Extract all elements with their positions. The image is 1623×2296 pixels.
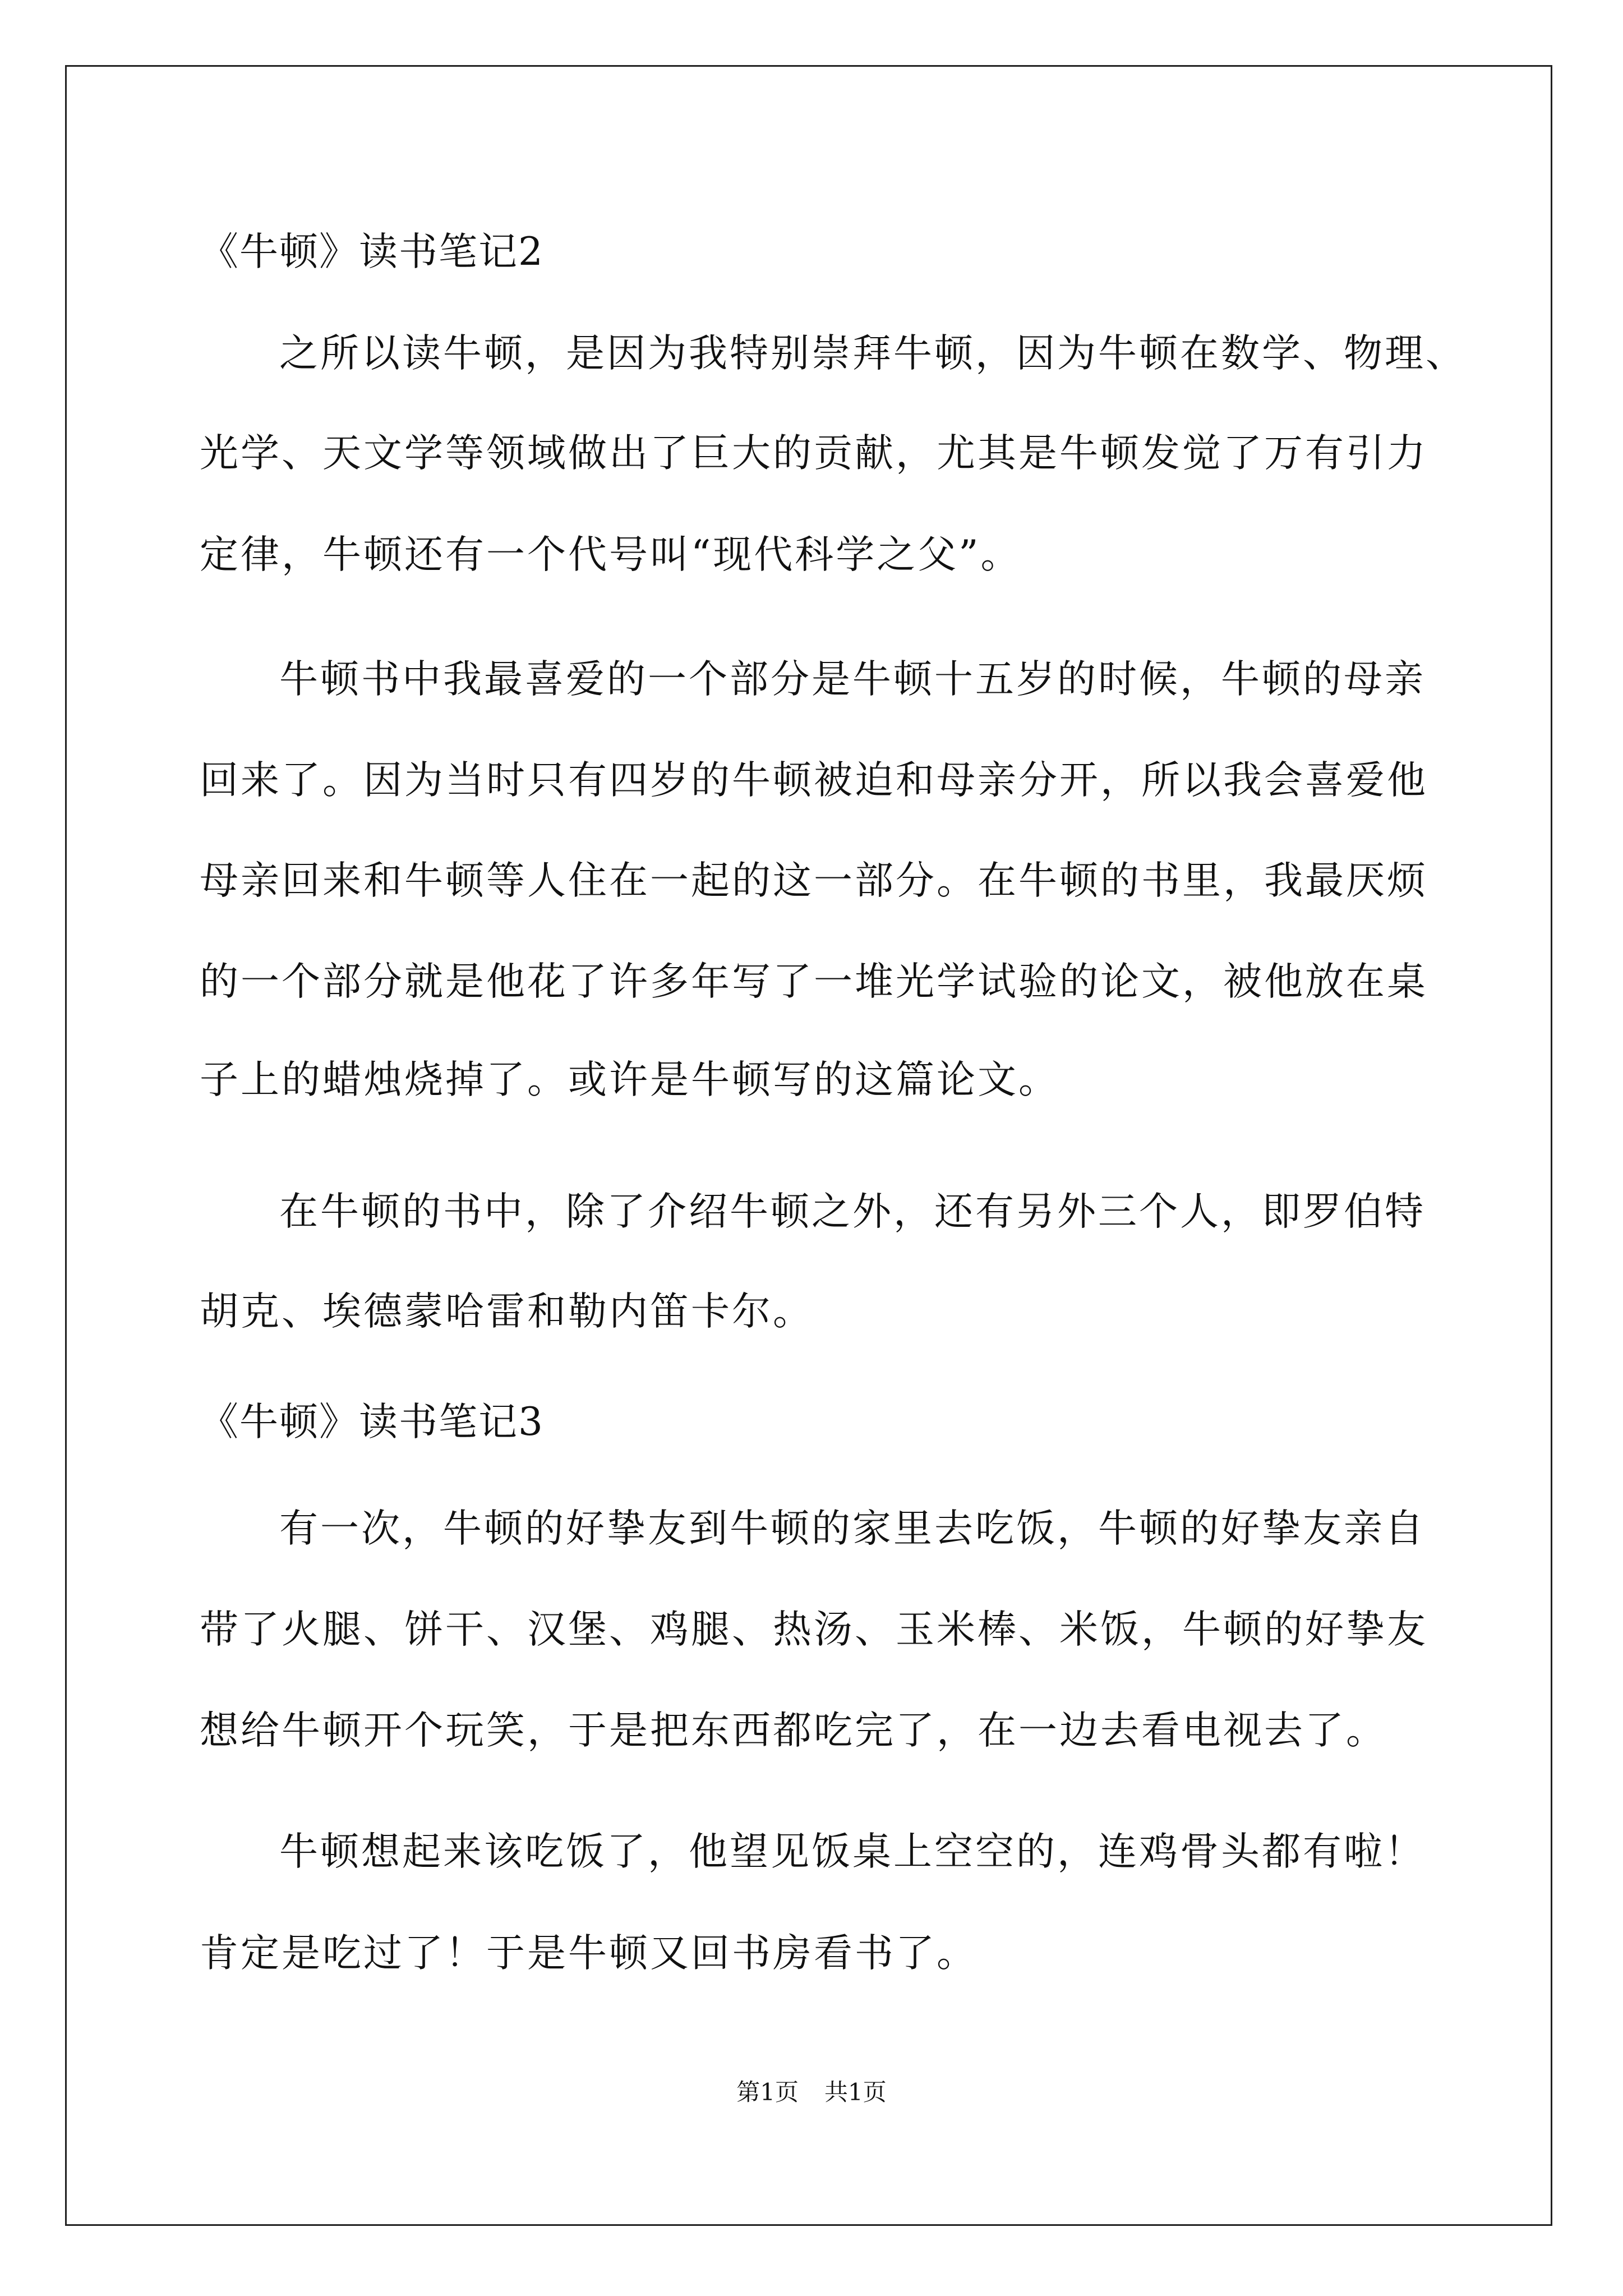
- paragraph-line: 胡克、埃德蒙哈雷和勒内笛卡尔。: [200, 1289, 814, 1334]
- paragraph-line: 牛顿书中我最喜爱的一个部分是牛顿十五岁的时候，牛顿的母亲: [279, 657, 1426, 702]
- paragraph-line: 定律，牛顿还有一个代号叫“现代科学之父”。: [200, 532, 1022, 577]
- page-count: 共1页: [824, 2078, 887, 2106]
- paragraph-line: 回来了。因为当时只有四岁的牛顿被迫和母亲分开，所以我会喜爱他: [200, 758, 1428, 803]
- paragraph-line: 光学、天文学等领域做出了巨大的贡献，尤其是牛顿发觉了万有引力: [200, 431, 1428, 476]
- paragraph-line: 牛顿想起来该吃饭了，他望见饭桌上空空的，连鸡骨头都有啦！: [279, 1829, 1426, 1874]
- page-number: 第1页: [736, 2078, 799, 2106]
- paragraph-line: 在牛顿的书中，除了介绍牛顿之外，还有另外三个人，即罗伯特: [279, 1189, 1426, 1234]
- paragraph-line: 肯定是吃过了！于是牛顿又回书房看书了。: [200, 1931, 978, 1976]
- paragraph-line: 带了火腿、饼干、汉堡、鸡腿、热汤、玉米棒、米饭，牛顿的好挚友: [200, 1607, 1428, 1652]
- paragraph-line: 子上的蜡烛烧掉了。或许是牛顿写的这篇论文。: [200, 1057, 1059, 1102]
- section-heading: 《牛顿》读书笔记2: [200, 229, 544, 274]
- paragraph-line: 想给牛顿开个玩笑，于是把东西都吃完了，在一边去看电视去了。: [200, 1708, 1387, 1753]
- paragraph-line: 母亲回来和牛顿等人住在一起的这一部分。在牛顿的书里，我最厌烦: [200, 858, 1428, 903]
- paragraph-line: 的一个部分就是他花了许多年写了一堆光学试验的论文，被他放在桌: [200, 959, 1428, 1004]
- page-border: [65, 65, 1552, 2226]
- paragraph-line: 之所以读牛顿，是因为我特别崇拜牛顿，因为牛顿在数学、物理、: [279, 331, 1467, 376]
- paragraph-line: 有一次，牛顿的好挚友到牛顿的家里去吃饭，牛顿的好挚友亲自: [279, 1506, 1426, 1551]
- page-footer: [0, 2076, 1623, 2109]
- section-heading: 《牛顿》读书笔记3: [200, 1400, 544, 1444]
